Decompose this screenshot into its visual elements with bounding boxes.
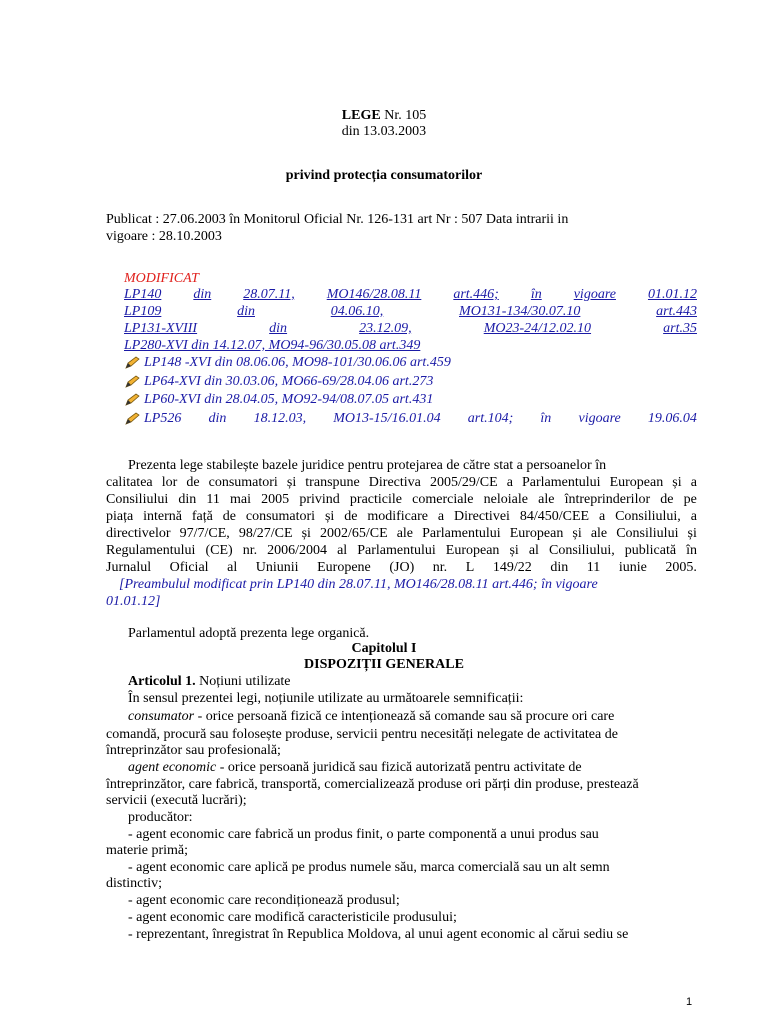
- amendment-word: MO23-24/12.02.10: [483, 321, 592, 336]
- preamble-word: Directiva: [368, 475, 421, 490]
- preamble-word: de: [660, 492, 674, 507]
- term-agent-economic: agent economic: [128, 760, 217, 775]
- preamble-word: 149/22: [492, 560, 532, 575]
- preamble-note-line-1[interactable]: [Preambulul modificat prin LP140 din 28.07.11, MO146/28.08.11 art.446; în vigoare: [119, 577, 598, 592]
- preamble-word: consumatori: [245, 509, 316, 524]
- preamble-word: din: [550, 560, 569, 575]
- preamble-line: [106, 526, 697, 542]
- list-item: - reprezentant, înregistrat în Republica Moldova, al unui agent economic al cărui sediu se: [128, 927, 629, 942]
- list-item: - agent economic care modifică caracteristicile produsului;: [128, 910, 457, 925]
- law-date: din 13.03.2003: [341, 124, 427, 139]
- term-consumator: consumator: [128, 709, 195, 724]
- article-intro: În sensul prezentei legi, noțiunile utilizate au următoarele semnificații:: [128, 691, 524, 706]
- preamble-word: a: [690, 509, 697, 524]
- amendment-text: LP148 -XVI din 08.06.06, MO98-101/30.06.06 art.459: [144, 355, 451, 370]
- preamble-word: 11: [586, 560, 601, 575]
- amendment-word: LP140: [124, 287, 162, 302]
- amendment-word: în: [540, 411, 552, 426]
- preamble-word: al: [227, 560, 238, 575]
- preamble-word: European: [509, 526, 564, 541]
- preamble-first-line: Prezenta lege stabilește bazele juridice pentru protejarea de către stat a persoanelor în: [128, 458, 607, 473]
- preamble-word: nr.: [242, 543, 258, 558]
- preamble-word: nr.: [432, 560, 448, 575]
- amendment-link[interactable]: [124, 304, 697, 320]
- preamble-word: în: [686, 543, 697, 558]
- amendment-word: LP109: [124, 304, 162, 319]
- def-text: - orice persoană fizică ce intenționează să comande sau să procure ori care: [194, 709, 615, 724]
- publication-line-2: vigoare : 28.10.2003: [106, 229, 222, 244]
- consumator-line-2: comandă, procură sau folosește produse, servicii pentru necesități nelegate de activitatea de: [106, 727, 618, 742]
- preamble-word: Consiliului,: [548, 543, 615, 558]
- amendment-word: MO131-134/30.07.10: [459, 304, 581, 319]
- amendment-word: vigoare: [573, 287, 616, 302]
- amendment-word: în: [530, 287, 542, 302]
- preamble-word: ale: [396, 526, 414, 541]
- amendment-word: LP526: [144, 411, 182, 426]
- preamble-word: al: [528, 543, 539, 558]
- preamble-word: al: [337, 543, 348, 558]
- preamble-word: 2005.: [665, 560, 697, 575]
- preamble-word: Parlamentului: [357, 543, 436, 558]
- preamble-word: (JO): [389, 560, 415, 575]
- preamble-word: 98/27/CE: [238, 526, 293, 541]
- preamble-word: 2006/2004: [267, 543, 328, 558]
- pencil-icon: [124, 356, 140, 370]
- preamble-word: și: [286, 475, 297, 490]
- preamble-word: privind: [299, 492, 340, 507]
- pencil-icon: [124, 393, 140, 407]
- publication-line-1: Publicat : 27.06.2003 în Monitorul Oficial Nr. 126-131 art Nr : 507 Data intrarii in: [106, 212, 569, 227]
- preamble-word: publicată: [624, 543, 677, 558]
- amendment-link[interactable]: [124, 287, 697, 303]
- preamble-word: L: [465, 560, 475, 575]
- amendment-item[interactable]: [124, 392, 433, 408]
- preamble-note-line-2[interactable]: 01.01.12]: [106, 594, 161, 609]
- amendment-word: din: [193, 287, 212, 302]
- preamble-line: [106, 475, 697, 491]
- preamble-word: de: [222, 509, 236, 524]
- preamble-word: 11: [206, 492, 220, 507]
- preamble-word: Consiliului,: [615, 509, 681, 524]
- amendment-word: 18.12.03,: [253, 411, 307, 426]
- agent-line-2: întreprinzător, care fabrică, transportă, comercializează produse ori părți din produse, prestează: [106, 777, 639, 792]
- preamble-word: mai: [230, 492, 252, 507]
- preamble-word: internă: [143, 509, 182, 524]
- law-number-text: Nr. 105: [380, 108, 427, 123]
- preamble-word: calitatea: [106, 475, 153, 490]
- consumator-line-1: [128, 709, 697, 725]
- preamble-word: și: [687, 526, 697, 541]
- amendment-item[interactable]: [124, 355, 451, 371]
- preamble-word: a: [598, 509, 606, 524]
- producator-label: producător:: [128, 810, 193, 825]
- amendment-link[interactable]: LP280-XVI din 14.12.07, MO94-96/30.05.08 art.349: [124, 338, 421, 353]
- list-item-cont: distinctiv;: [106, 876, 162, 891]
- list-item-cont: materie primă;: [106, 843, 189, 858]
- amendment-word: MO13-15/16.01.04: [333, 411, 441, 426]
- preamble-word: 84/450/CEE: [519, 509, 590, 524]
- preamble-line: [106, 492, 697, 508]
- amendment-word: 19.06.04: [647, 411, 697, 426]
- preamble-word: pe: [683, 492, 697, 507]
- preamble-line: [106, 560, 697, 576]
- preamble-word: ale: [590, 526, 608, 541]
- amendment-word: art.104;: [467, 411, 514, 426]
- list-item: - agent economic care recondiționează produsul;: [128, 893, 400, 908]
- preamble-word: modificare: [367, 509, 428, 524]
- preamble-word: și: [509, 543, 519, 558]
- agent-line-1: [128, 760, 582, 776]
- amendment-word: art.35: [663, 321, 697, 336]
- article-label: Articolul 1.: [128, 674, 196, 689]
- preamble-word: comerciale: [412, 492, 474, 507]
- preamble-word: ale: [538, 492, 555, 507]
- preamble-word: Parlamentului: [521, 475, 601, 490]
- preamble-word: consumatori: [208, 475, 278, 490]
- page-number: 1: [686, 996, 693, 1008]
- preamble-word: transpune: [305, 475, 360, 490]
- law-subject: privind protecția consumatorilor: [285, 168, 483, 183]
- preamble-word: neloiale: [483, 492, 528, 507]
- preamble-word: Consiliului: [106, 492, 169, 507]
- chapter-number: Capitolul I: [351, 641, 417, 656]
- preamble-word: European: [609, 475, 664, 490]
- preamble-word: a: [506, 475, 513, 490]
- preamble-word: piața: [106, 509, 134, 524]
- preamble-word: 2005/29/CE: [429, 475, 498, 490]
- preamble-word: directivelor: [106, 526, 171, 541]
- pencil-icon: [124, 412, 140, 426]
- amendment-word: MO146/28.08.11: [326, 287, 422, 302]
- preamble-word: Regulamentului: [106, 543, 196, 558]
- amendment-word: LP131-XVIII: [124, 321, 198, 336]
- amendment-word: din: [237, 304, 255, 319]
- preamble-word: European: [445, 543, 500, 558]
- amendment-word: 23.12.09,: [359, 321, 412, 336]
- preamble-line: [106, 509, 697, 525]
- preamble-word: a: [437, 509, 445, 524]
- article-heading: [128, 674, 291, 690]
- law-label: LEGE: [341, 108, 381, 123]
- amendment-link[interactable]: [124, 321, 697, 337]
- adoption-statement: Parlamentul adoptă prezenta lege organică.: [128, 626, 370, 641]
- preamble-word: Oficial: [169, 560, 209, 575]
- preamble-word: (CE): [205, 543, 233, 558]
- article-title: Noțiuni utilizate: [195, 674, 291, 689]
- pencil-icon: [124, 375, 140, 389]
- preamble-word: și: [572, 526, 582, 541]
- agent-line-3: servicii (execută lucrări);: [106, 793, 247, 808]
- amendment-item[interactable]: [124, 374, 433, 390]
- preamble-word: și: [672, 475, 682, 490]
- preamble-word: de: [186, 475, 200, 490]
- chapter-title: DISPOZIȚII GENERALE: [304, 657, 464, 672]
- amendment-word: 04.06.10,: [330, 304, 384, 319]
- preamble-word: față: [191, 509, 213, 524]
- amendment-word: art.443: [656, 304, 697, 319]
- amendment-word: 01.01.12: [647, 287, 697, 302]
- amendment-word: 28.07.11,: [243, 287, 295, 302]
- preamble-word: Directivei: [453, 509, 510, 524]
- preamble-word: practicile: [349, 492, 402, 507]
- preamble-word: Parlamentului: [422, 526, 501, 541]
- preamble-word: 2005: [261, 492, 290, 507]
- preamble-word: și: [301, 526, 311, 541]
- preamble-word: Jurnalul: [106, 560, 152, 575]
- amendment-text: LP64-XVI din 30.03.06, MO66-69/28.04.06 art.273: [144, 374, 434, 389]
- preamble-word: 97/7/CE,: [179, 526, 230, 541]
- preamble-word: Europene: [317, 560, 371, 575]
- list-item: - agent economic care aplică pe produs numele său, marca comercială sau un alt semn: [128, 860, 610, 875]
- preamble-word: de: [344, 509, 358, 524]
- preamble-word: din: [178, 492, 197, 507]
- preamble-word: a: [690, 475, 697, 490]
- preamble-word: Uniunii: [255, 560, 299, 575]
- amendment-word: art.446;: [453, 287, 499, 302]
- preamble-word: întreprinderilor: [564, 492, 651, 507]
- amendment-text: LP60-XVI din 28.04.05, MO92-94/08.07.05 art.431: [144, 392, 434, 407]
- amendment-word: din: [208, 411, 227, 426]
- amendment-item[interactable]: [124, 411, 697, 427]
- def-text: - orice persoană juridică sau fizică autorizată pentru activitate de: [216, 760, 582, 775]
- law-number: [0, 108, 768, 124]
- preamble-word: 2002/65/CE: [319, 526, 388, 541]
- amendment-word: din: [269, 321, 288, 336]
- preamble-word: Consiliului: [616, 526, 679, 541]
- preamble-line: [106, 543, 697, 559]
- amendments-heading: MODIFICAT: [124, 271, 199, 286]
- list-item: - agent economic care fabrică un produs finit, o parte componentă a unui produs sau: [128, 827, 599, 842]
- amendment-word: vigoare: [578, 411, 621, 426]
- consumator-line-3: întreprinzător sau profesională;: [106, 743, 281, 758]
- preamble-word: lor: [161, 475, 178, 490]
- preamble-word: iunie: [618, 560, 647, 575]
- preamble-word: și: [324, 509, 335, 524]
